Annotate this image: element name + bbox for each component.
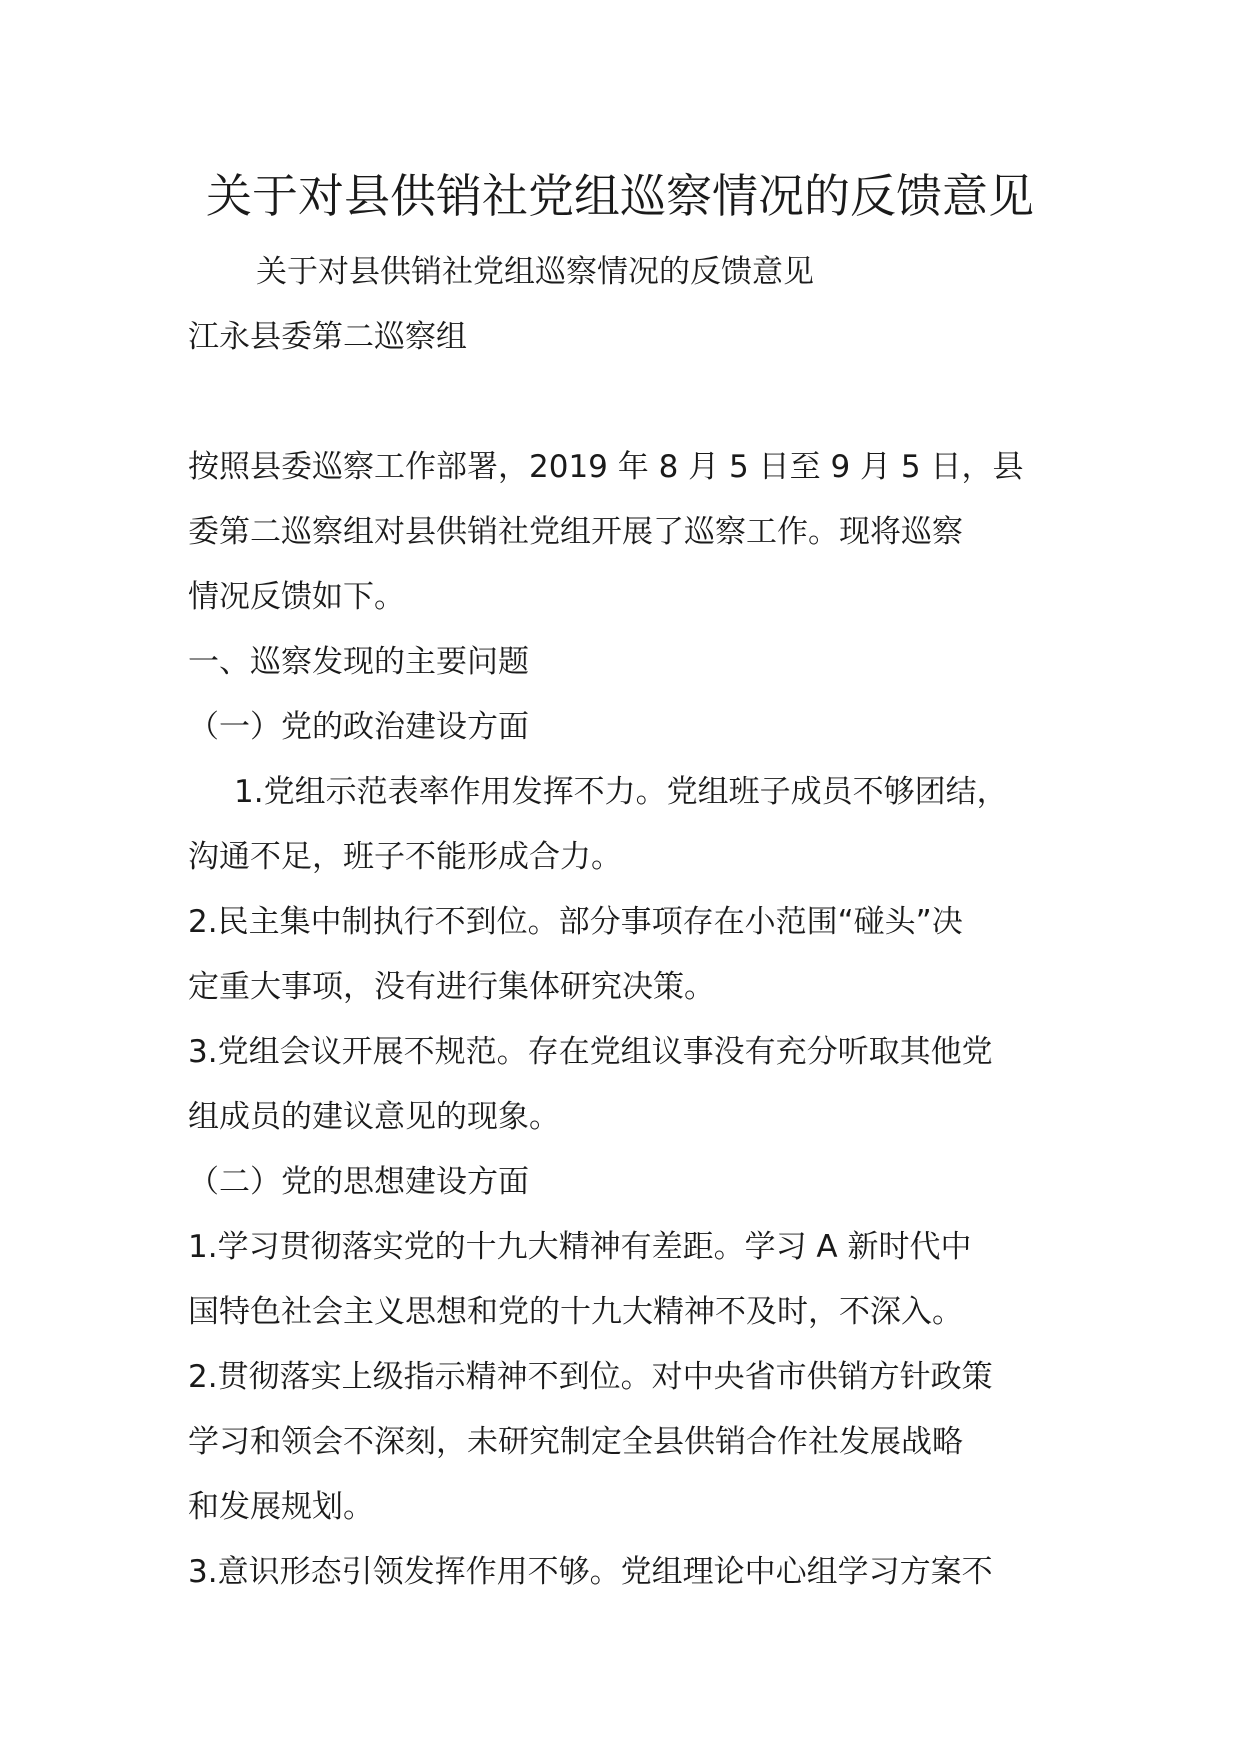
paragraph-line: 定重大事项，没有进行集体研究决策。 <box>188 969 715 1005</box>
issuer-line: 江永县委第二巡察组 <box>188 319 467 355</box>
paragraph-line: 3.党组会议开展不规范。存在党组议事没有充分听取其他党 <box>188 1034 993 1070</box>
paragraph-line: 1.学习贯彻落实党的十九大精神有差距。学习 A 新时代中 <box>188 1229 972 1265</box>
paragraph-line: 和发展规划。 <box>188 1489 374 1525</box>
section-heading: 一、巡察发现的主要问题 <box>188 644 529 680</box>
paragraph-line: 1.党组示范表率作用发挥不力。党组班子成员不够团结， <box>234 774 1008 810</box>
paragraph-line: 国特色社会主义思想和党的十九大精神不及时，不深入。 <box>188 1294 963 1330</box>
subsection-heading: （二）党的思想建设方面 <box>188 1164 529 1200</box>
document-title: 关于对县供销社党组巡察情况的反馈意见 <box>206 169 1034 223</box>
paragraph-line: 2.民主集中制执行不到位。部分事项存在小范围“碰头”决 <box>188 904 963 940</box>
paragraph-line: 组成员的建议意见的现象。 <box>188 1099 560 1135</box>
paragraph-line: 学习和领会不深刻，未研究制定全县供销合作社发展战略 <box>188 1424 963 1460</box>
blank-line <box>188 370 1088 435</box>
paragraph-line: 按照县委巡察工作部署，2019 年 8 月 5 日至 9 月 5 日，县 <box>188 449 1024 485</box>
document-body <box>188 240 1088 1605</box>
subsection-heading: （一）党的政治建设方面 <box>188 709 529 745</box>
paragraph-line: 情况反馈如下。 <box>188 579 405 615</box>
subtitle-line: 关于对县供销社党组巡察情况的反馈意见 <box>256 254 814 290</box>
paragraph-line: 2.贯彻落实上级指示精神不到位。对中央省市供销方针政策 <box>188 1359 993 1395</box>
paragraph-line: 委第二巡察组对县供销社党组开展了巡察工作。现将巡察 <box>188 514 963 550</box>
paragraph-line: 3.意识形态引领发挥作用不够。党组理论中心组学习方案不 <box>188 1554 993 1590</box>
paragraph-line: 沟通不足，班子不能形成合力。 <box>188 839 622 875</box>
